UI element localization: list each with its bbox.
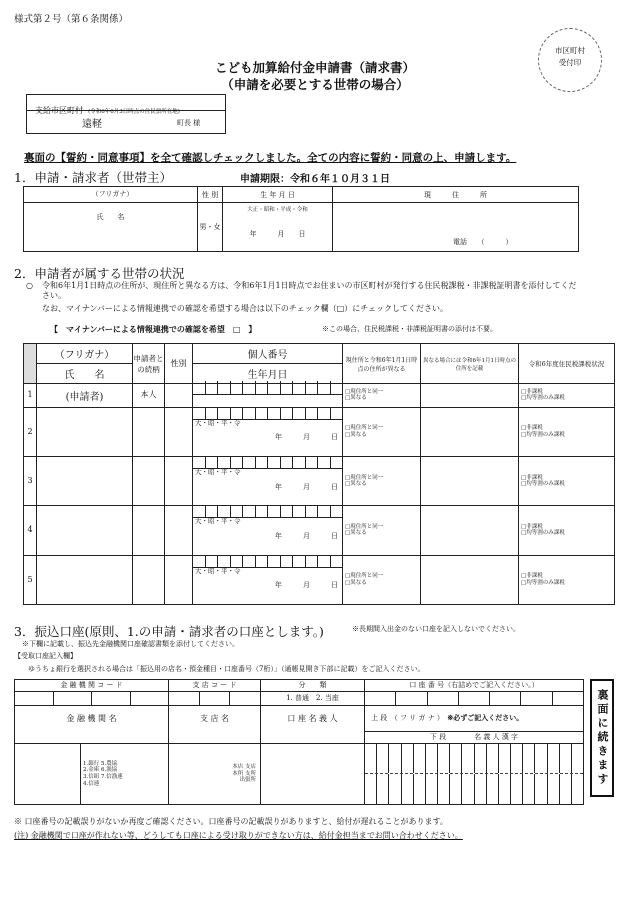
diff-check[interactable]: □異なる [345, 481, 367, 488]
hh-dob-head: 生年月日 [193, 364, 343, 384]
upper-label: 上 段 （ フ リ ガ ナ ） [371, 714, 441, 723]
branch-type[interactable]: 本所 支所 [232, 770, 256, 777]
issuer-note: (令和6年6月3日時点の住民票所在地) [88, 109, 180, 115]
hh-addr-diff-head: 異なる場合には令和6年1月1日時点の住所を記載 [421, 344, 519, 384]
row-relation[interactable]: 本人 [133, 384, 165, 408]
section1-heading: 1．申請・請求者（世帯主） [14, 170, 172, 185]
form-number: 様式第２号（第６条関係） [14, 14, 129, 25]
applicant-name-cell[interactable] [24, 203, 198, 252]
bank-code-cell[interactable] [15, 692, 169, 706]
same-check[interactable]: □現住所と同一 [345, 388, 384, 395]
phone-label: 電話 （ ） [453, 238, 513, 247]
receive-label: 【受取口座記入欄】 [14, 652, 77, 660]
row-prev-address[interactable] [421, 555, 519, 604]
row-tax-check[interactable] [519, 555, 615, 604]
sex-head: 性 別 [198, 187, 223, 203]
row-ymd: 年 月 日 [275, 433, 338, 442]
section3-note: ※長期間入出金のない口座を記入しないでください。 [352, 625, 520, 633]
row-sex[interactable] [165, 384, 193, 408]
holder-head: 口 座 名 義 人 [261, 706, 365, 744]
branch-name-cell[interactable] [169, 744, 261, 805]
diff-check[interactable]: □異なる [345, 579, 367, 586]
type-head: 分 類 [261, 680, 365, 692]
bank-name-cell[interactable] [15, 744, 81, 805]
nontax-check[interactable]: □非課税 [521, 474, 543, 481]
hh-addr-same-head: 現住所と令和6年1月1日時点の住所が異なる [343, 344, 421, 384]
equal-check[interactable]: □均等割のみ課税 [521, 530, 565, 537]
row-prev-address[interactable] [421, 384, 519, 408]
same-check[interactable]: □現住所と同一 [345, 573, 384, 580]
attach-note: ※下欄に記載し、振込先金融機関口座確認書類を添付してください。 [22, 640, 239, 648]
equal-check[interactable]: □均等割のみ課税 [521, 481, 565, 488]
row-tax-check[interactable] [519, 407, 615, 456]
same-check[interactable]: □現住所と同一 [345, 425, 384, 432]
form-title: こども加算給付金申請書（請求書） [214, 60, 415, 75]
diff-check[interactable]: □異なる [345, 530, 367, 537]
deadline: 申請期限：令和６年１０月３１日 [240, 174, 390, 185]
household-row [24, 506, 615, 555]
row-relation[interactable] [133, 506, 165, 555]
type-options[interactable]: 1. 普通 2. 当座 [261, 692, 365, 706]
same-check[interactable]: □現住所と同一 [345, 474, 384, 481]
acct-no-cell[interactable] [365, 692, 584, 706]
nontax-check[interactable]: □非課税 [521, 573, 543, 580]
issuer-header: 支給市区町村 [35, 106, 83, 115]
applicant-table [23, 186, 579, 252]
row-prev-address[interactable] [421, 407, 519, 456]
row-name[interactable] [37, 555, 133, 604]
row-ymd: 年 月 日 [275, 532, 338, 541]
hh-sex-head: 性別 [165, 344, 193, 384]
upper-head [365, 706, 584, 732]
lower-head: 下 段 名 義 人 漢 字 [365, 732, 584, 744]
equal-check[interactable]: □均等割のみ課税 [521, 431, 565, 438]
form-subtitle: （申請を必要とする世帯の場合） [221, 77, 409, 92]
bank-type[interactable]: 1.銀行 5.農協 [83, 760, 118, 767]
stamp-line2: 受付印 [558, 58, 582, 68]
row-addr-check[interactable] [343, 384, 421, 408]
household-row [24, 555, 615, 604]
bank-type[interactable]: 2.金庫 6.漁協 [83, 767, 118, 774]
address-cell[interactable] [333, 203, 579, 252]
row-sex[interactable] [165, 456, 193, 505]
hh-furigana-head: （フリガナ） [37, 344, 133, 364]
acct-no-head: 口 座 番 号（右詰めでご記入ください。） [365, 680, 584, 692]
row-addr-check[interactable] [343, 555, 421, 604]
holder-cell[interactable] [261, 744, 365, 805]
mynumber-note: ※この場合、住民税課税・非課税証明書の添付は不要。 [322, 325, 497, 333]
applicant-name-head [24, 187, 198, 203]
nontax-check[interactable]: □非課税 [521, 388, 543, 395]
row-sex[interactable] [165, 555, 193, 604]
row-addr-check[interactable] [343, 506, 421, 555]
consent-statement: 裏面の【誓約・同意事項】を全て確認しチェックしました。全ての内容に誓約・同意の上、申請します。 [24, 152, 517, 164]
row-name[interactable]: (申請者) [37, 384, 133, 408]
name-label: 氏 名 [96, 213, 125, 221]
hh-relation-head: 申請者との続柄 [133, 344, 165, 384]
row-sex[interactable] [165, 506, 193, 555]
row-tax-check[interactable] [519, 506, 615, 555]
row-ymd: 年 月 日 [275, 482, 338, 491]
branch-type[interactable]: 出張所 [239, 777, 256, 784]
mynumber-option[interactable]: 【 マイナンバーによる情報連携での確認を希望 □ 】 [50, 324, 257, 334]
nontax-check[interactable]: □非課税 [521, 425, 543, 432]
era-options: 大正・昭和・平成・令和 [247, 207, 308, 213]
yucho-note: ゆうちょ銀行を選択される場合は「振込用の店名・預金種目・口座番号（7桁）」（通帳見開き下部に記載）をご記入ください。 [28, 665, 425, 673]
row-number: 1 [24, 384, 37, 408]
dob-cell[interactable] [223, 203, 333, 252]
era-short: 大・昭・平・令 [195, 418, 241, 427]
bank-type[interactable]: 3.信組 7.信漁連 [83, 774, 123, 780]
hh-mynumber-head: 個人番号 [193, 344, 343, 364]
row-mynumber[interactable] [193, 384, 343, 408]
dob-ymd: 年 月 日 [249, 229, 306, 238]
household-row [24, 456, 615, 505]
bank-type[interactable]: 4.信連 [83, 780, 100, 787]
row-sex[interactable] [165, 407, 193, 456]
row-addr-check[interactable] [343, 456, 421, 505]
household-table [23, 343, 615, 605]
household-row [24, 407, 615, 456]
holder-name-cells[interactable] [365, 744, 584, 805]
era-short: 大・昭・平・令 [195, 566, 241, 575]
issuer-name: 遠軽 [82, 119, 102, 130]
same-check[interactable]: □現住所と同一 [345, 523, 384, 530]
branch-code-cell[interactable] [169, 692, 261, 706]
section2-heading: 2．申請者が属する世帯の状況 [14, 266, 185, 281]
diff-check[interactable]: □異なる [345, 395, 367, 402]
row-number: 2 [24, 407, 37, 456]
branch-type[interactable]: 本店 支店 [232, 764, 256, 771]
row-prev-address[interactable] [421, 506, 519, 555]
row-relation[interactable] [133, 407, 165, 456]
row-mynumber[interactable] [193, 407, 343, 456]
footer-note2: (注) 金融機関で口座が作れない等、どうしても口座による受け取りができない方は、給付金担当までお問い合わせください。 [14, 831, 463, 840]
branch-name-head: 支 店 名 [169, 706, 261, 744]
bank-table [14, 679, 584, 805]
row-tax-check[interactable] [519, 456, 615, 505]
row-prev-address[interactable] [421, 456, 519, 505]
bank-name-head: 金 融 機 関 名 [15, 706, 169, 744]
section3-heading: 3．振込口座(原則、1.の申請・請求者の口座とします。) [14, 624, 324, 639]
row-name[interactable] [37, 456, 133, 505]
s2-note2: なお、マイナンバーによる情報連携での確認を希望する場合は以下のチェック欄（□）にチェックしてください。 [42, 304, 448, 313]
row-name[interactable] [37, 407, 133, 456]
era-short: 大・昭・平・令 [195, 467, 241, 476]
era-short: 大・昭・平・令 [195, 517, 241, 526]
row-relation[interactable] [133, 456, 165, 505]
row-ymd: 年 月 日 [275, 581, 338, 590]
row-name[interactable] [37, 506, 133, 555]
hh-name-head: 氏 名 [37, 364, 133, 384]
stamp-line1: 市区町村 [555, 46, 585, 55]
continue-label: 裏面に続きます [596, 689, 609, 787]
branch-code-head: 支 店 コ ー ド [169, 680, 261, 692]
row-relation[interactable] [133, 555, 165, 604]
issuer-suffix: 町長 様 [177, 119, 201, 127]
dob-head: 生 年 月 日 [223, 187, 333, 203]
household-row [24, 384, 615, 408]
row-number: 5 [24, 555, 37, 604]
equal-check[interactable]: □均等割のみ課税 [521, 579, 565, 586]
row-mynumber[interactable] [193, 555, 343, 604]
furigana-label: （フリガナ） [91, 190, 134, 199]
s2-note1: 令和6年1月1日時点の住所が、現住所と異なる方は、令和6年1月1日時点でお住まいの市区町村が発行する住民税課税・非課税証明書を添付してください。 [42, 281, 577, 300]
hh-tax-head: 令和6年度住民税課税状況 [519, 344, 615, 384]
row-tax-check[interactable] [519, 384, 615, 408]
bank-code-head: 金 融 機 関 コ ー ド [15, 680, 169, 692]
issuer-box [26, 94, 226, 134]
row-number: 4 [24, 506, 37, 555]
nontax-check[interactable]: □非課税 [521, 523, 543, 530]
row-addr-check[interactable] [343, 407, 421, 456]
row-mynumber[interactable] [193, 506, 343, 555]
sex-cell[interactable]: 男・女 [198, 203, 223, 252]
reception-stamp [538, 28, 602, 92]
row-mynumber[interactable] [193, 456, 343, 505]
footer-note1: ※ 口座番号の記載誤りがないか再度ご確認ください。口座番号の記載誤りがありますと、給付が遅れることがあります。 [14, 817, 448, 826]
diff-check[interactable]: □異なる [345, 431, 367, 438]
continue-box [590, 679, 614, 797]
must-label: ※必ずご記入ください。 [447, 713, 524, 723]
equal-check[interactable]: □均等割のみ課税 [521, 395, 565, 402]
row-number: 3 [24, 456, 37, 505]
address-head: 現 住 所 [333, 187, 579, 203]
bank-type-list[interactable] [81, 744, 169, 805]
